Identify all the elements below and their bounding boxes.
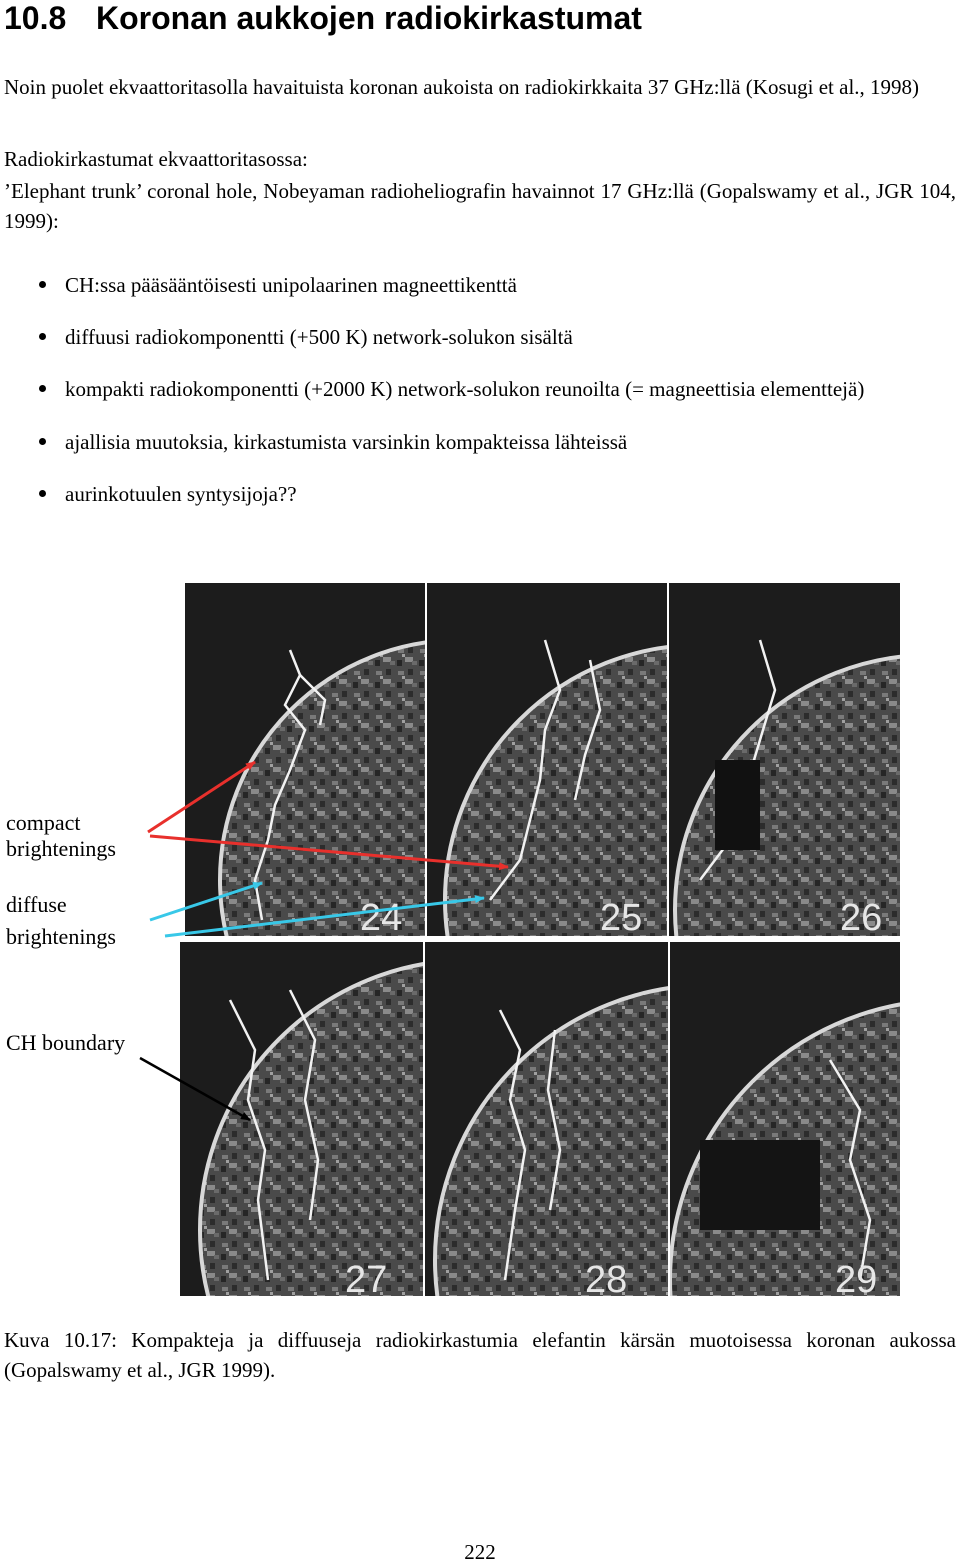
panel-number: 28: [585, 1259, 628, 1300]
panel-number: 24: [360, 897, 403, 939]
label-compact-line2: brightenings: [6, 836, 116, 861]
label-compact-line1: compact: [6, 810, 81, 835]
section-number: 10.8: [4, 0, 67, 36]
bullet-item: CH:ssa pääsääntöisesti unipolaarinen magneettikenttä: [0, 270, 956, 300]
bullet-item: kompakti radiokomponentti (+2000 K) network-solukon reunoilta (= magneettisia elementtejä): [0, 374, 956, 404]
radio-map-figure: [0, 580, 960, 1300]
subheading: Radiokirkastumat ekvaattoritasossa:: [4, 147, 308, 171]
bullet-item: aurinkotuulen syntysijoja??: [0, 479, 956, 509]
panel-number: 27: [345, 1259, 388, 1300]
bullet-list: [0, 270, 956, 531]
bullet-item: diffuusi radiokomponentti (+500 K) network-solukon sisältä: [0, 322, 956, 352]
label-diffuse-line1: diffuse: [6, 892, 67, 917]
panel-number: 29: [835, 1259, 878, 1300]
bullet-item: ajallisia muutoksia, kirkastumista varsinkin kompakteissa lähteissä: [0, 427, 956, 457]
label-diffuse-line2: brightenings: [6, 924, 116, 949]
radio-map-panel: [670, 942, 960, 1300]
figure-caption: Kuva 10.17: Kompakteja ja diffuuseja radiokirkastumia elefantin kärsän muotoisessa koronan aukossa (Gopalswamy et al., JGR 1999).: [4, 1328, 956, 1382]
label-ch-boundary: CH boundary: [6, 1030, 126, 1055]
panel-number: 26: [840, 897, 883, 939]
reference-paragraph: ’Elephant trunk’ coronal hole, Nobeyaman radioheliografin havainnot 17 GHz:llä (Gopalswamy et al., JGR 104, 1999):: [4, 179, 956, 233]
section-title: Koronan aukkojen radiokirkastumat: [96, 0, 642, 36]
intro-paragraph: Noin puolet ekvaattoritasolla havaituista koronan aukoista on radiokirkkaita 37 GHz:llä (Kosugi et al., 1998): [4, 75, 920, 99]
panel-number: 25: [600, 897, 643, 939]
page-number: 222: [464, 1540, 496, 1564]
section-heading: [4, 0, 642, 36]
